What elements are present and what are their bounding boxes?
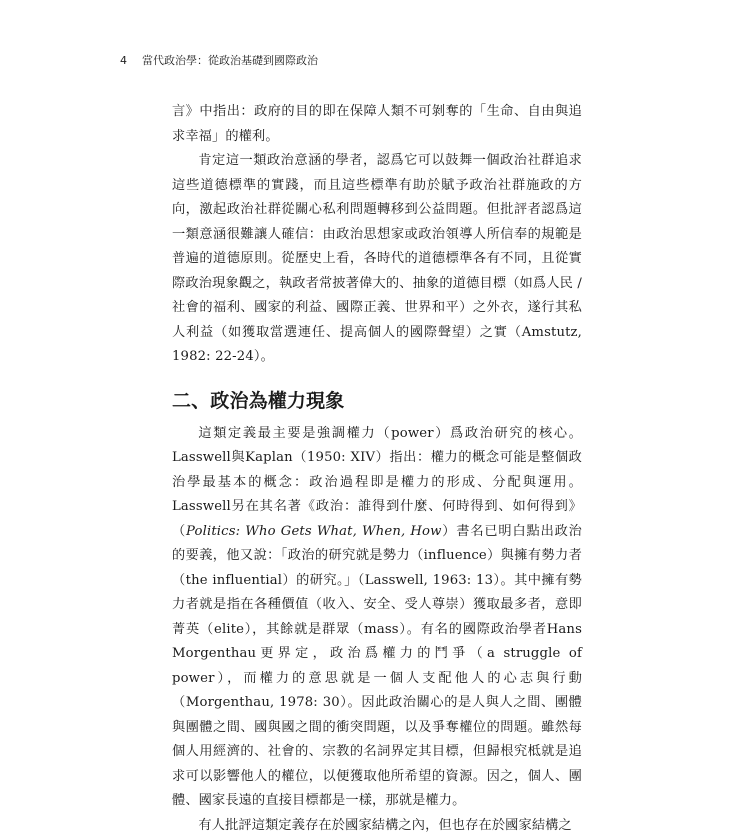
- paragraph-criticism: 有人批評這類定義存在於國家結構之內，但也存在於國家結構之: [172, 814, 582, 838]
- running-header: [120, 52, 318, 68]
- paragraph-power-definition: [172, 422, 582, 814]
- section-heading: 二、政治為權力現象: [172, 386, 582, 416]
- running-title: 當代政治學：從政治基礎到國際政治: [142, 54, 318, 67]
- book-title-italic: Politics: Who Gets What, When, How: [186, 524, 442, 539]
- paragraph-text-a: 這類定義最主要是強調權力（power）爲政治研究的核心。Lasswell與Kaplan（1950: XIV）指出：權力的概念可能是整個政治學最基本的概念：政治過程即是權力的形成、分配與運用。Lasswell另在其名著《政治：誰得到什麼、何時得到、如何得到》（: [172, 426, 582, 539]
- paragraph-critique: 肯定這一類政治意涵的學者，認爲它可以鼓舞一個政治社群追求這些道德標準的實踐，而且這些標準有助於賦予政治社群施政的方向，激起政治社群從關心私利問題轉移到公益問題。但批評者認爲這一類意涵很難讓人確信：由政治思想家或政治領導人所信奉的規範是普遍的道德原則。從歷史上看，各時代的道德標準各有不同，且從實際政治現象觀之，執政者常披著偉大的、抽象的道德目標（如爲人民 / 社會的福利、國家的利益、國際正義、世界和平）之外衣，遂行其私人利益（如獲取當選連任、提高個人的國際聲望）之實（Amstutz, 1982: 22-24）。: [172, 149, 582, 370]
- paragraph-text-b: ）書名已明白點出政治的要義，他又說：「政治的研究就是勢力（influence）與擁有勢力者（the influential）的研究。」（Lasswell, 1963: 13）。其中擁有勢力者就是指在各種價值（收入、安全、受人尊崇）獲取最多者，意即菁英（elite），其餘就是群眾（mass）。有名的國際政治學者Hans Morgenthau更界定，政治爲權力的鬥爭（a struggle of power），而權力的意思就是一個人支配他人的心志與行動（Morgenthau, 1978: 30）。因此政治關心的是人與人之間、團體與團體之間、國與國之間的衝突問題，以及爭奪權位的問題。雖然每個人用經濟的、社會的、宗教的名詞界定其目標，但歸根究柢就是追求可以影響他人的權位，以便獲取他所希望的資源。因之，個人、團體、國家長遠的直接目標都是一樣，那就是權力。: [172, 524, 582, 809]
- paragraph-continuation: 言》中指出：政府的目的即在保障人類不可剝奪的「生命、自由與追求幸福」的權利。: [172, 100, 582, 149]
- page-number: 4: [120, 54, 142, 67]
- page-body: [172, 100, 582, 838]
